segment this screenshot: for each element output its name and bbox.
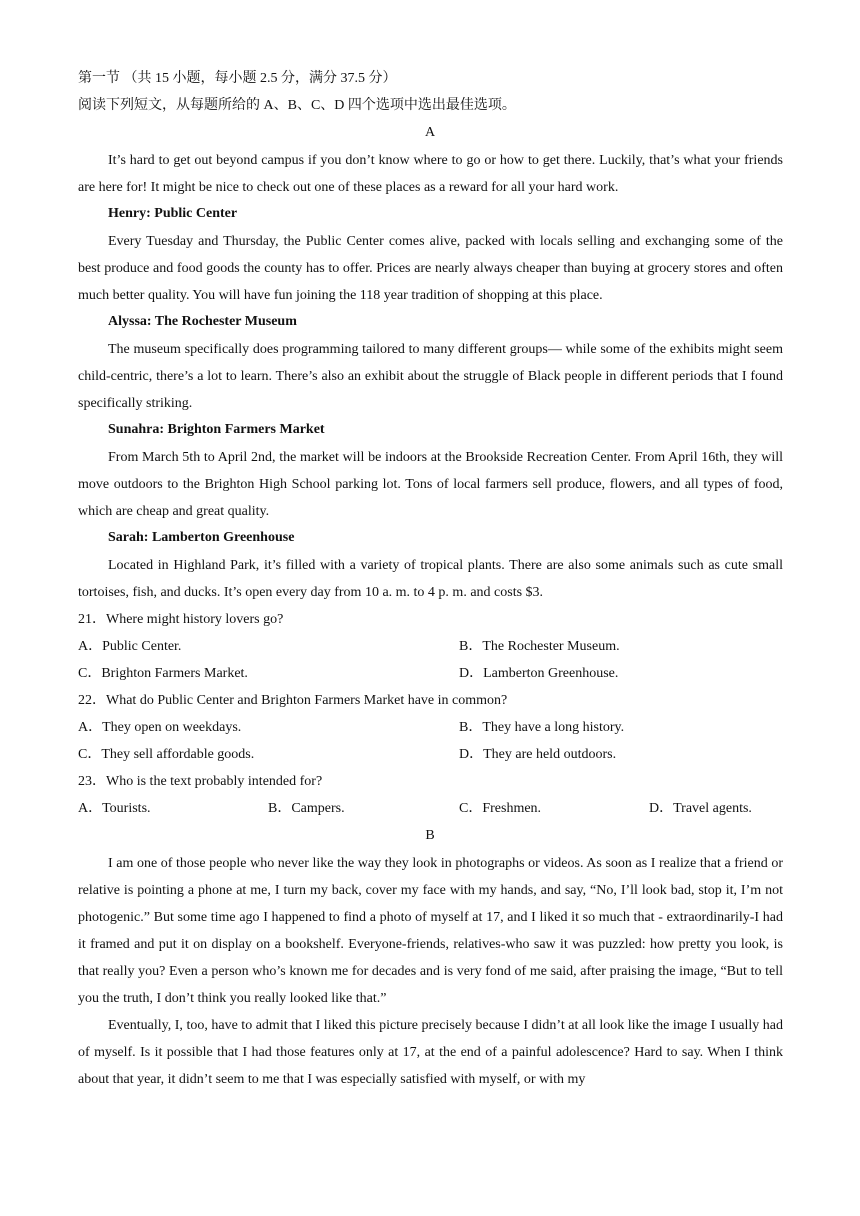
entry-name: Henry: Public Center xyxy=(108,206,238,221)
option-c[interactable]: C．Brighton Farmers Market. xyxy=(78,666,248,681)
option-b[interactable]: B．The Rochester Museum. xyxy=(459,639,620,654)
option-a[interactable]: A．They open on weekdays. xyxy=(78,720,242,735)
option-d[interactable]: D．Travel agents. xyxy=(649,801,752,816)
instructions: 阅读下列短文，从每题所给的 A、B、C、D 四个选项中选出最佳选项。 xyxy=(78,98,516,113)
passage-a-label: A xyxy=(424,125,436,140)
option-c[interactable]: C．They sell affordable goods. xyxy=(78,747,255,762)
passage-a-intro: It’s hard to get out beyond campus if you don’t know where to go or how to get there. Luckily, that’s what your friends are here for! It might be nice to check out one of these places as a reward for all your hard work. xyxy=(78,153,783,195)
passage-b-paragraph: I am one of those people who never like the way they look in photographs or videos. As soon as I realize that a friend or relative is pointing a phone at me, I turn my back, cover my face with my hands, and say, “No, I’ll look bad, stop it, I’m not photogenic.” But some time ago I happened to find a photo of myself at 17, and I liked it so much that - extraordinarily-I had it framed and put it on display on a bookshelf. Everyone-friends, relatives-who saw it was puzzled: how pretty you look, is that really you? Even a person who’s known me for decades and is very fond of me said, after praising the image, “But to tell you the truth, I don’t think you really looked like that.” xyxy=(78,856,783,1006)
entry-name: Alyssa: The Rochester Museum xyxy=(108,314,297,329)
option-a[interactable]: A．Public Center. xyxy=(78,639,182,654)
option-c[interactable]: C．Freshmen. xyxy=(459,801,542,816)
entry-text: Every Tuesday and Thursday, the Public Center comes alive, packed with locals selling and exchanging some of the best produce and food goods the county has to offer. Prices are nearly always cheaper than buying at grocery stores and often much better quality. You will have fun joining the 118 year tradition of shopping at this place. xyxy=(78,234,783,303)
question-stem: 22．What do Public Center and Brighton Farmers Market have in common? xyxy=(78,693,508,708)
option-b[interactable]: B．Campers. xyxy=(268,801,345,816)
option-d[interactable]: D．They are held outdoors. xyxy=(459,747,617,762)
entry-text: From March 5th to April 2nd, the market will be indoors at the Brookside Recreation Center. From April 16th, they will move outdoors to the Brighton High School parking lot. Tons of local farmers sell produce, flowers, and all types of food, which are cheap and great quality. xyxy=(78,450,783,519)
question-stem: 23．Who is the text probably intended for? xyxy=(78,774,323,789)
option-b[interactable]: B．They have a long history. xyxy=(459,720,625,735)
entry-text: The museum specifically does programming tailored to many different groups— while some of the exhibits might seem child-centric, there’s a lot to learn. There’s also an exhibit about the struggle of Black people in different periods that I found specifically striking. xyxy=(78,342,783,411)
passage-b-label: B xyxy=(425,828,435,843)
passage-b-paragraph: Eventually, I, too, have to admit that I liked this picture precisely because I didn’t at all look like the image I usually had of myself. Is it possible that I had those features only at 17, at the end of a painful adolescence? Hard to say. When I think about that year, it didn’t seem to me that I was especially satisfied with myself, or with my xyxy=(78,1018,783,1087)
entry-text: Located in Highland Park, it’s filled with a variety of tropical plants. There are also some animals such as cute small tortoises, fish, and ducks. It’s open every day from 10 a. m. to 4 p. m. and costs $3. xyxy=(78,558,783,600)
entry-name: Sarah: Lamberton Greenhouse xyxy=(108,530,295,545)
option-d[interactable]: D．Lamberton Greenhouse. xyxy=(459,666,619,681)
option-a[interactable]: A．Tourists. xyxy=(78,801,151,816)
section-header: 第一节 （共 15 小题，每小题 2.5 分，满分 37.5 分） xyxy=(78,71,397,86)
question-stem: 21．Where might history lovers go? xyxy=(78,612,284,627)
entry-name: Sunahra: Brighton Farmers Market xyxy=(108,422,325,437)
